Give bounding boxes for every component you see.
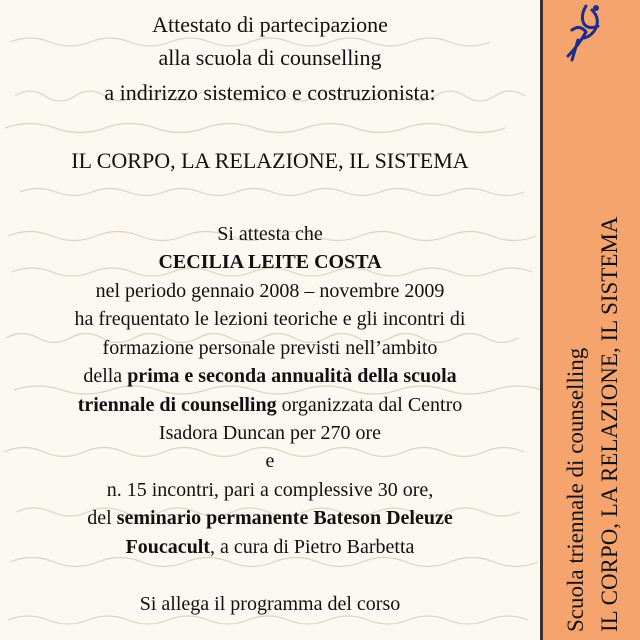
body-line-4 xyxy=(0,393,540,417)
recipient-name: CECILIA LEITE COSTA xyxy=(158,251,382,273)
sidebar-school-line: Scuola triennale di counselling xyxy=(563,347,588,632)
title-line-2: alla scuola di counselling xyxy=(158,45,382,70)
body-line-5: Isadora Duncan per 270 ore xyxy=(158,422,382,444)
body-line-4-bold: triennale di counselling xyxy=(77,394,277,416)
body-line-3 xyxy=(0,364,540,388)
body-line-1: ha frequentato le lezioni teoriche e gli incontri di xyxy=(74,308,466,330)
body-line-4-post: organizzata dal Centro xyxy=(276,394,463,416)
conjunction: e xyxy=(265,450,275,472)
title-line-1: Attestato di partecipazione xyxy=(152,12,388,37)
body-line-3-bold: prima e seconda annualità della scuola xyxy=(127,365,457,387)
sidebar-vertical-text xyxy=(547,0,639,632)
intro-text: Si attesta che xyxy=(217,223,323,245)
course-title: IL CORPO, LA RELAZIONE, IL SISTEMA xyxy=(71,148,469,173)
body-line-7-bold: seminario permanente Bateson Deleuze xyxy=(116,507,453,529)
body-line-8-bold: Foucacult xyxy=(125,536,211,558)
period-text: nel periodo gennaio 2008 – novembre 2009 xyxy=(95,280,445,302)
body-line-3-pre: della xyxy=(83,365,128,387)
body-line-6: n. 15 incontri, pari a complessive 30 ore, xyxy=(106,479,434,501)
attachment-note: Si allega il programma del corso xyxy=(139,593,401,615)
body-line-2: formazione personale previsti nell’ambito xyxy=(102,337,438,359)
body-line-7-pre: del xyxy=(87,507,117,529)
body-line-8-post: , a cura di Pietro Barbetta xyxy=(210,536,415,558)
body-line-8 xyxy=(0,535,540,559)
sidebar-course-line: IL CORPO, LA RELAZIONE, IL SISTEMA xyxy=(597,216,622,632)
body-line-7 xyxy=(0,506,540,530)
title-line-3: a indirizzo sistemico e costruzionista: xyxy=(104,80,436,105)
